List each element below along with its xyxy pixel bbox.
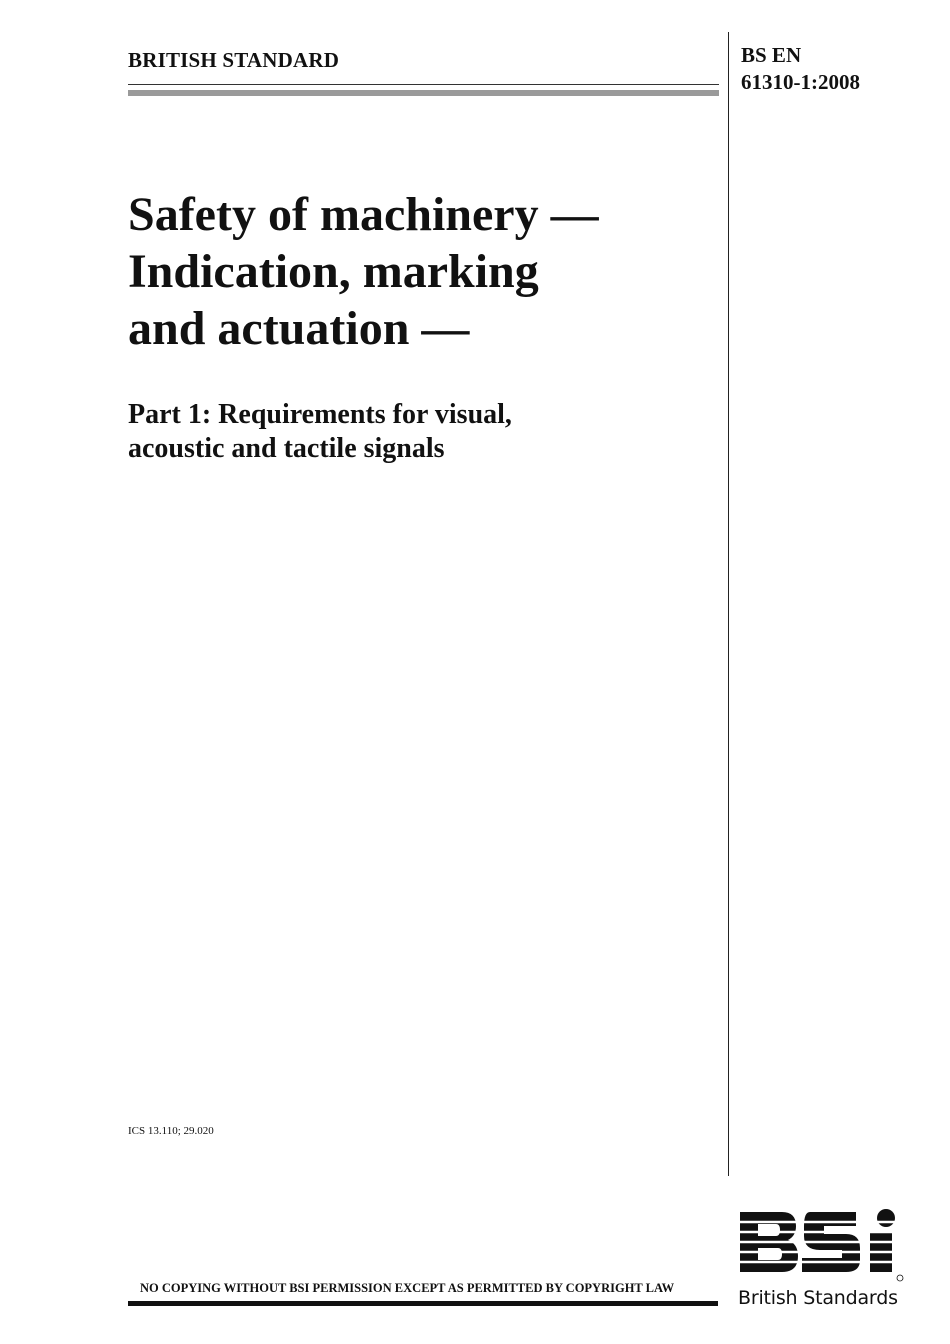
standard-number — [741, 42, 860, 96]
standard-number-line1: BS EN — [741, 43, 802, 67]
standard-number-line2: 61310-1:2008 — [741, 70, 860, 94]
header-thick-rule — [128, 90, 719, 96]
bsi-logo-subtext: British Standards — [738, 1287, 898, 1309]
title-line-3: and actuation — — [128, 302, 470, 355]
ics-code: ICS 13.110; 29.020 — [128, 1125, 214, 1137]
vertical-divider — [728, 32, 729, 1176]
document-title — [128, 186, 599, 357]
subtitle-line-1: Part 1: Requirements for visual, — [128, 399, 512, 430]
header-label: BRITISH STANDARD — [128, 48, 340, 72]
title-line-2: Indication, marking — [128, 245, 539, 298]
subtitle-line-2: acoustic and tactile signals — [128, 433, 445, 464]
copyright-notice: NO COPYING WITHOUT BSI PERMISSION EXCEPT AS PERMITTED BY COPYRIGHT LAW — [140, 1281, 675, 1295]
bsi-logo — [738, 1208, 904, 1288]
document-subtitle — [128, 398, 512, 466]
header-thin-rule — [128, 84, 719, 85]
footer-rule — [128, 1301, 718, 1306]
title-line-1: Safety of machinery — — [128, 188, 599, 241]
